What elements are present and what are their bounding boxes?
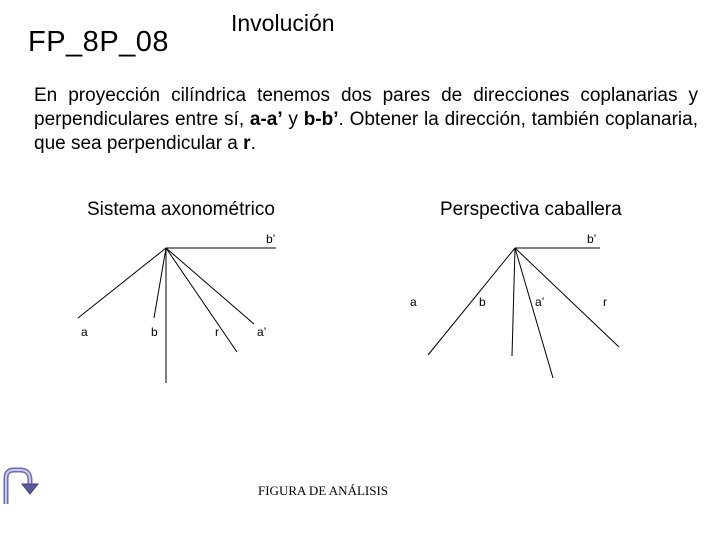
statement-part3: . Obtener la dirección, también coplanaria, que sea perpendicular a — [34, 109, 698, 154]
label-a-left: a — [81, 325, 88, 339]
label-b-prime-left: b’ — [266, 232, 276, 246]
label-a-prime-left: a’ — [257, 325, 267, 339]
caption-axonometric: Sistema axonométrico — [87, 199, 275, 220]
label-r-left: r — [215, 325, 219, 339]
line-b — [154, 248, 166, 318]
label-b-right: b — [479, 295, 486, 309]
statement-direction-r: r — [243, 133, 251, 154]
statement-pair-a: a-a’ — [249, 109, 283, 130]
caption-cavalier: Perspectiva caballera — [440, 199, 622, 220]
axonometric-diagram — [78, 248, 276, 383]
return-button[interactable] — [0, 462, 40, 506]
analysis-figure-label: FIGURA DE ANÁLISIS — [258, 483, 389, 498]
return-arrow-icon — [0, 462, 40, 506]
line-b — [512, 248, 515, 356]
statement-part1: En proyección cilíndrica tenemos dos pares de direcciones coplanarias y perpendiculares entre sí, — [34, 85, 698, 130]
label-a-prime-right: a’ — [535, 295, 545, 309]
label-r-right: r — [603, 295, 607, 309]
label-b-left: b — [151, 325, 158, 339]
line-a — [428, 248, 515, 355]
cavalier-diagram — [428, 248, 619, 378]
label-b-prime-right: b’ — [587, 232, 597, 246]
slide-title: Involución — [231, 10, 335, 36]
line-a — [78, 248, 166, 318]
slide-code: FP_8P_08 — [28, 26, 170, 58]
statement-part4: . — [250, 133, 256, 154]
label-a-right: a — [410, 295, 417, 309]
statement-pair-b: b-b’ — [303, 109, 339, 130]
statement-part2: y — [282, 109, 304, 130]
line-a-prime — [515, 248, 553, 378]
